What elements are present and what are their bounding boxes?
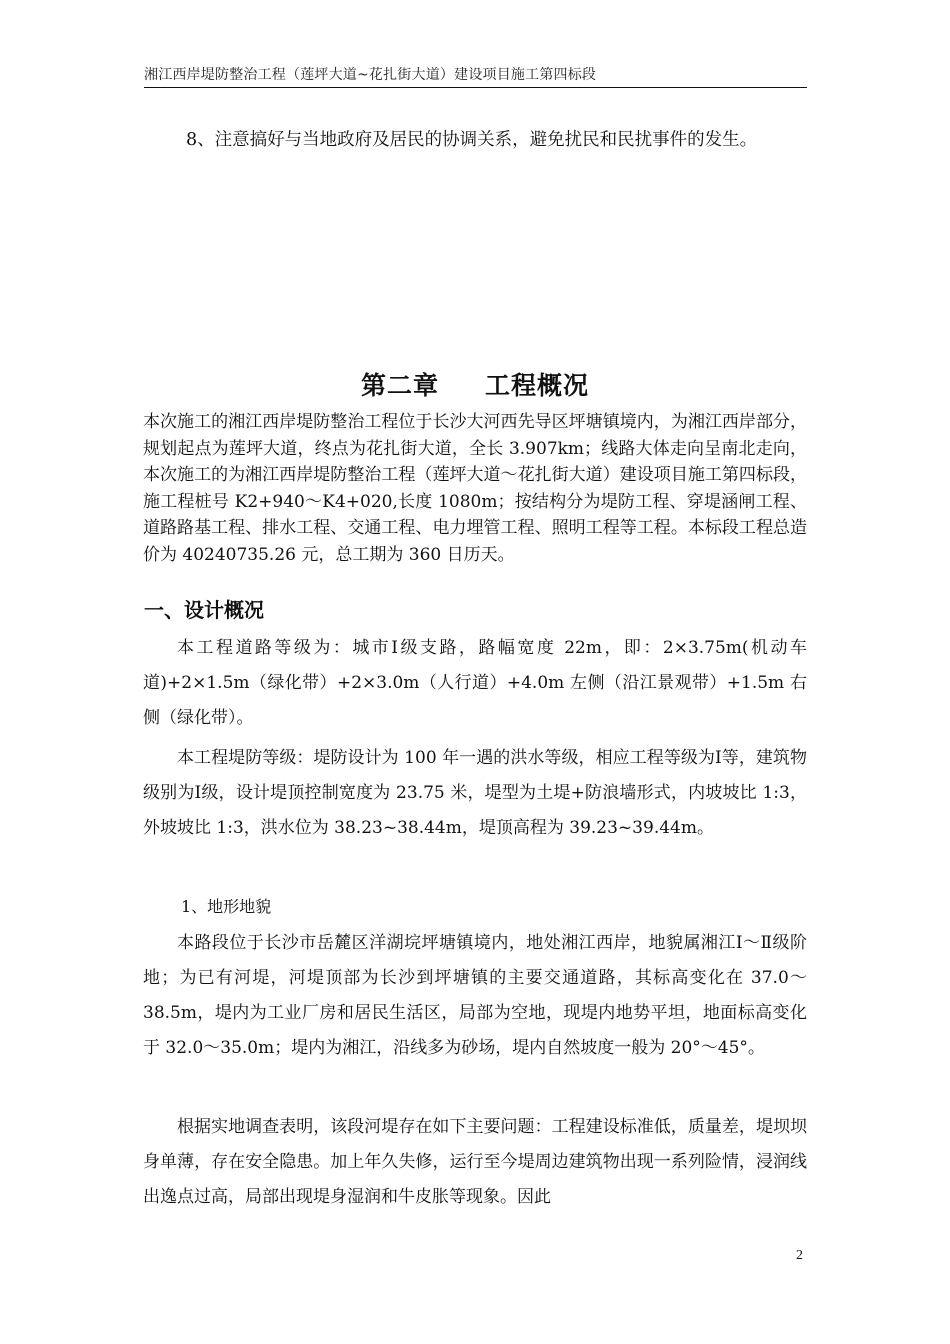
survey-paragraph: 根据实地调查表明，该段河堤存在如下主要问题：工程建设标准低，质量差，堤坝坝身单薄，存在安全隐患。加上年久失修，运行至今堤周边建筑物出现一系列险情，浸润线出逸点过高，局部出现堤身湿润和牛皮胀等现象。因此: [143, 1117, 807, 1207]
section-heading-design: 一、设计概况: [144, 598, 264, 622]
page-number: 2: [796, 1248, 803, 1263]
road-grade-paragraph: 本工程道路等级为：城市Ⅰ级支路，路幅宽度 22m，即：2×3.75m(机动车道)+2×1.5m（绿化带）+2×3.0m（人行道）+4.0m 左侧（沿江景观带）+1.5m 右侧（绿化带）。: [143, 638, 807, 728]
header-rule: [144, 87, 807, 88]
subsection-heading-terrain: 1、地形地貌: [181, 897, 272, 916]
chapter-number: 第二章: [360, 371, 439, 400]
project-overview-paragraph: 本次施工的湘江西岸堤防整治工程位于长沙大河西先导区坪塘镇境内，为湘江西岸部分，规划起点为莲坪大道，终点为花扎街大道，全长 3.907km；线路大体走向呈南北走向，本次施工的为湘江西岸堤防整治工程（莲坪大道～花扎街大道）建设项目施工第四标段，施工程桩号 K2+940～K4+020,长度 1080m；按结构分为堤防工程、穿堤涵闸工程、道路路基工程、排水工程、交通工程、电力埋管工程、照明工程等工程。本标段工程总造价为 40240735.26 元，总工期为 360 日历天。: [143, 412, 807, 565]
running-header: 湘江西岸堤防整治工程（莲坪大道~花扎街大道）建设项目施工第四标段: [144, 67, 597, 83]
chapter-name: 工程概况: [485, 371, 590, 400]
terrain-paragraph: 本路段位于长沙市岳麓区洋湖垸坪塘镇境内，地处湘江西岸，地貌属湘江Ⅰ～Ⅱ级阶地；为已有河堤，河堤顶部为长沙到坪塘镇的主要交通道路，其标高变化在 37.0～38.5m，堤内为工业厂房和居民生活区，局部为空地，现堤内地势平坦，地面标高变化于 32.0～35.0m；堤内为湘江，沿线多为砂场，堤内自然坡度一般为 20°～45°。: [143, 933, 807, 1058]
levee-grade-paragraph: 本工程堤防等级：堤防设计为 100 年一遇的洪水等级，相应工程等级为Ⅰ等，建筑物级别为Ⅰ级，设计堤顶控制宽度为 23.75 米，堤型为土堤+防浪墙形式，内坡坡比 1:3，外坡坡比 1:3，洪水位为 38.23~38.44m，堤顶高程为 39.23~39.44m。: [143, 748, 807, 838]
list-item-8: 8、注意搞好与当地政府及居民的协调关系，避免扰民和民扰事件的发生。: [186, 130, 758, 150]
chapter-title: [0, 366, 950, 402]
